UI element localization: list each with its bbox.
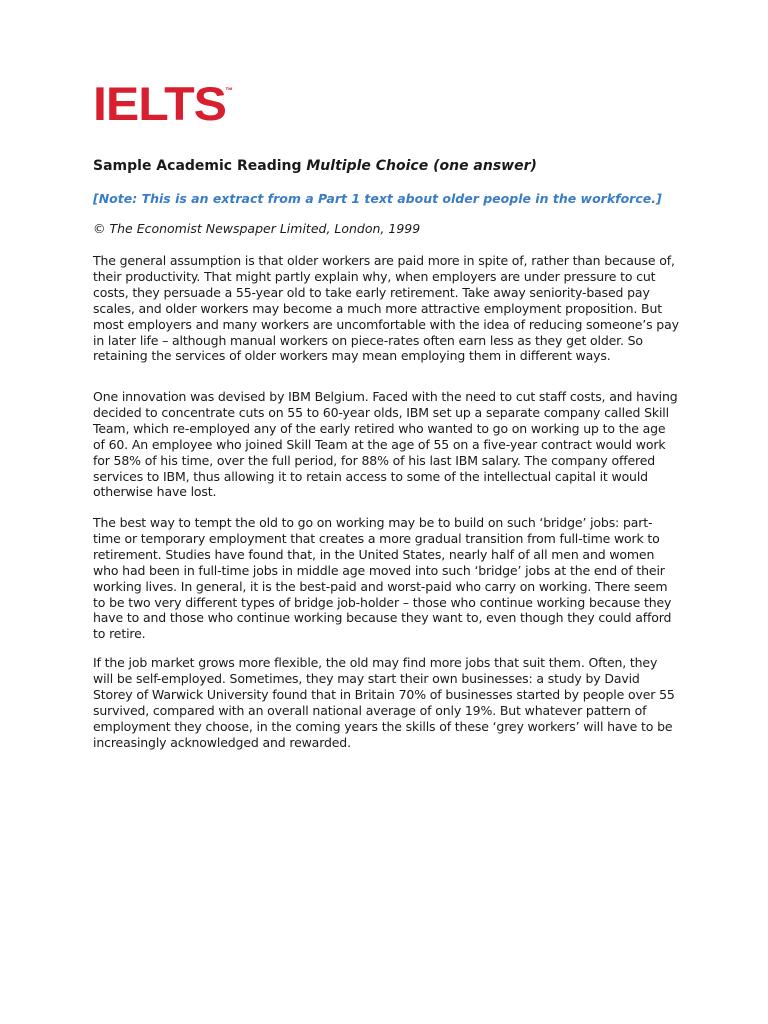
paragraph-1: The general assumption is that older workers are paid more in spite of, rather than because of, their productivity. That might partly explain why, when employers are under pressure to cut costs, they persuade a 55-year old to take early retirement. Take away seniority-based pay scales, and older workers may become a much more attractive employment proposition. But most employers and many workers are uncomfortable with the idea of reducing someone’s pay in later life – although manual workers on piece-rates often earn less as they get older. So retaining the services of older workers may mean employing them in different ways. — [93, 253, 679, 364]
paragraph-4: If the job market grows more flexible, the old may find more jobs that suit them. Often, they will be self-employed. Sometimes, they may start their own businesses: a study by David Storey of Warwick University found that in Britain 70% of businesses started by people over 55 survived, compared with an overall national average of only 19%. But whatever pattern of employment they choose, in the coming years the skills of these ‘grey workers’ will have to be increasingly acknowledged and rewarded. — [93, 655, 675, 750]
heading-italic: Multiple Choice (one answer) — [306, 158, 537, 174]
extract-note: [Note: This is an extract from a Part 1 text about older people in the workforce.] — [93, 191, 662, 206]
ielts-logo: IELTS — [93, 77, 226, 131]
copyright-line: © The Economist Newspaper Limited, London, 1999 — [93, 221, 421, 236]
trademark-symbol: ™ — [225, 86, 233, 95]
page-heading — [93, 158, 693, 174]
heading-regular: Sample Academic Reading — [93, 158, 307, 174]
paragraph-2: One innovation was devised by IBM Belgium. Faced with the need to cut staff costs, and having decided to concentrate cuts on 55 to 60-year olds, IBM set up a separate company called Skill Team, which re-employed any of the early retired who wanted to go on working up to the age of 60. An employee who joined Skill Team at the age of 55 on a five-year contract would work for 58% of his time, over the full period, for 88% of his last IBM salary. The company offered services to IBM, thus allowing it to retain access to some of the intellectual capital it would otherwise have lost. — [93, 389, 678, 500]
paragraph-3: The best way to tempt the old to go on working may be to build on such ‘bridge’ jobs: part-time or temporary employment that creates a more gradual transition from full-time work to retirement. Studies have found that, in the United States, nearly half of all men and women who had been in full-time jobs in middle age moved into such ‘bridge’ jobs at the end of their working lives. In general, it is the best-paid and worst-paid who carry on working. There seem to be two very different types of bridge job-holder – those who continue working because they have to and those who continue working because they want to, even though they could afford to retire. — [93, 515, 672, 642]
